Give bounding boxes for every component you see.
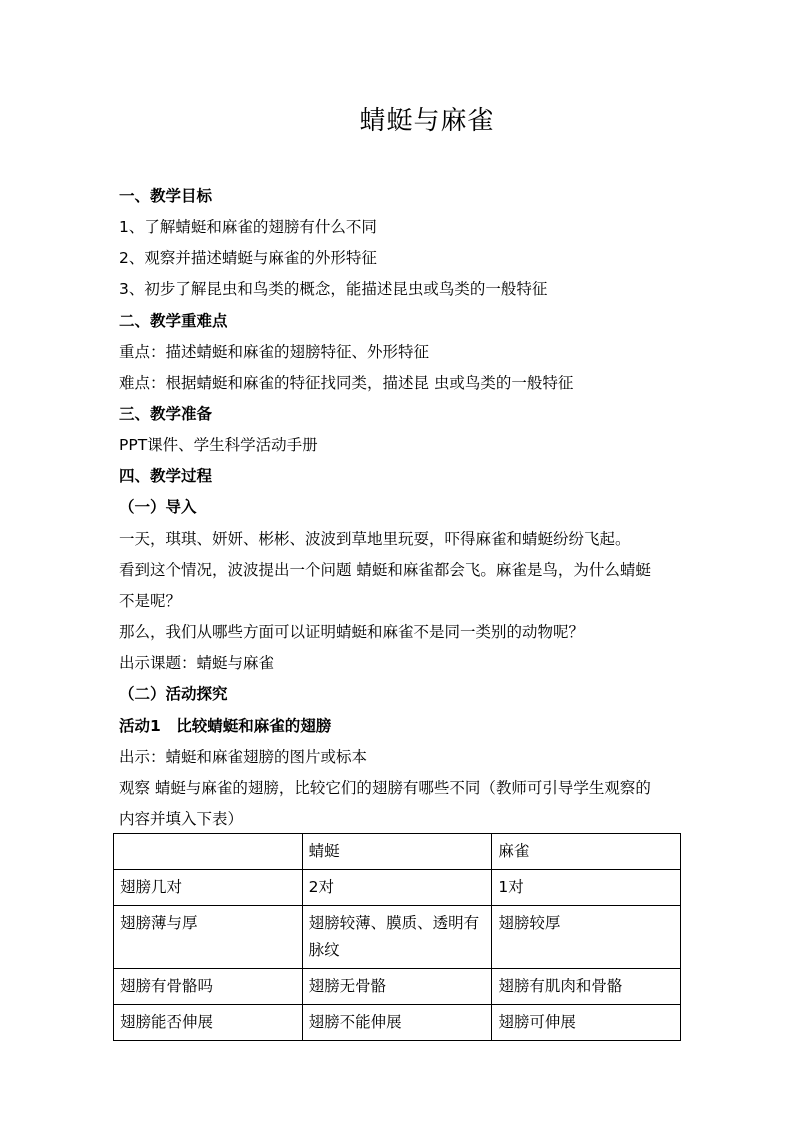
document-title: 蜻蜓与麻雀 [359,106,495,136]
goal-item-1: 1、了解蜻蜓和麻雀的翅膀有什么不同 [119,218,377,236]
section-heading-goals: 一、教学目标 [119,187,213,205]
section-heading-process: 四、教学过程 [119,467,213,485]
key-point-difficulty: 难点：根据蜻蜓和麻雀的特征找同类，描述昆 虫或鸟类的一般特征 [119,374,574,392]
table-cell: 翅膀有肌肉和骨骼 [492,969,681,1005]
intro-paragraph-2b: 不是呢？ [119,592,182,610]
table-cell: 翅膀可伸展 [492,1005,681,1041]
table-row [114,870,681,906]
table-row [114,906,681,969]
table-header-row [114,834,681,870]
key-point-focus: 重点：描述蜻蜓和麻雀的翅膀特征、外形特征 [119,343,430,361]
table-cell: 2对 [302,870,492,906]
table-cell: 翅膀有骨骼吗 [114,969,303,1005]
activity-observe-a: 观察 蜻蜓与麻雀的翅膀，比较它们的翅膀有哪些不同（教师可引导学生观察的 [119,779,651,797]
table-header-cell: 蜻蜓 [302,834,492,870]
activity-observe-b: 内容并填入下表） [119,810,244,828]
table-cell: 翅膀薄与厚 [114,906,303,969]
table-cell: 翅膀无骨骼 [302,969,492,1005]
table-header-cell [114,834,303,870]
table-cell: 翅膀较厚 [492,906,681,969]
preparation-content: PPT课件、学生科学活动手册 [119,436,318,454]
table-cell: 翅膀较薄、膜质、透明有脉纹 [302,906,492,969]
section-heading-key-points: 二、教学重难点 [119,312,228,330]
table-header-cell: 麻雀 [492,834,681,870]
subheading-activity: （二）活动探究 [119,685,228,703]
section-heading-preparation: 三、教学准备 [119,405,213,423]
subheading-intro: （一）导入 [119,498,197,516]
table-cell: 翅膀几对 [114,870,303,906]
goal-item-2: 2、观察并描述蜻蜓与麻雀的外形特征 [119,249,377,267]
table-cell: 翅膀不能伸展 [302,1005,492,1041]
wing-comparison-table [113,833,681,1041]
activity-title: 活动1 比较蜻蜓和麻雀的翅膀 [119,717,332,735]
table-row [114,1005,681,1041]
intro-paragraph-1: 一天，琪琪、妍妍、彬彬、波波到草地里玩耍，吓得麻雀和蜻蜓纷纷飞起。 [119,530,631,548]
intro-paragraph-2a: 看到这个情况，波波提出一个问题 蜻蜓和麻雀都会飞。麻雀是鸟，为什么蜻蜓 [119,561,651,579]
table-row [114,969,681,1005]
table-cell: 翅膀能否伸展 [114,1005,303,1041]
table-cell: 1对 [492,870,681,906]
goal-item-3: 3、初步了解昆虫和鸟类的概念，能描述昆虫或鸟类的一般特征 [119,280,548,298]
activity-show: 出示：蜻蜓和麻雀翅膀的图片或标本 [119,748,368,766]
intro-paragraph-4: 出示课题：蜻蜓与麻雀 [119,654,275,672]
intro-paragraph-3: 那么，我们从哪些方面可以证明蜻蜓和麻雀不是同一类别的动物呢？ [119,623,585,641]
